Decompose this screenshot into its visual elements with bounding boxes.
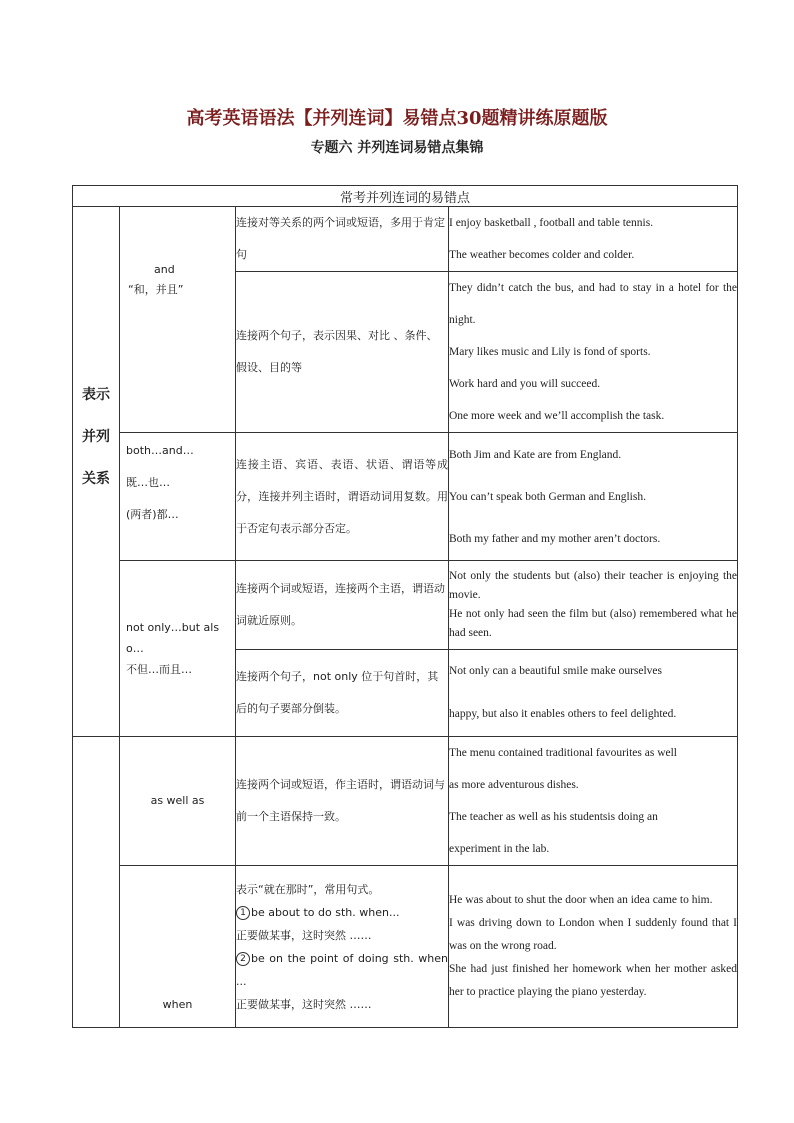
examples-and-2: [449, 272, 738, 433]
example: I was driving down to London when I suddenly found that I was on the wrong road.: [449, 917, 738, 952]
item-line: not only…but als: [126, 621, 220, 634]
category-line: 关系: [82, 470, 110, 487]
desc-text: be about to do sth. when...: [251, 905, 400, 919]
example: Mary likes music and Lily is fond of sports.: [449, 346, 651, 358]
examples-not-only-2: [449, 650, 738, 737]
example: You can’t speak both German and English.: [449, 490, 646, 503]
example: They didn’t catch the bus, and had to stay in a hotel for the night.: [449, 282, 738, 326]
desc-line: [236, 947, 448, 993]
examples-and-1: [449, 207, 738, 272]
item-line: o…: [126, 642, 144, 655]
example: He not only had seen the film but (also) remembered what he had seen.: [449, 608, 738, 639]
example: The menu contained traditional favourites as well: [449, 747, 678, 759]
example: Not only can a beautiful smile make ourselves: [449, 665, 663, 677]
category-line: 并列: [82, 428, 110, 445]
desc-text: be on the point of doing sth. when ...: [236, 951, 448, 988]
desc-both: 连接主语、宾语、表语、状语、谓语等成分，连接并列主语时，谓语动词用复数。用于否定句表示部分否定。: [236, 433, 449, 561]
item-line: (两者)都…: [126, 508, 179, 521]
desc-line: 正要做某事，这时突然 ……: [236, 928, 372, 942]
example: The weather becomes colder and colder.: [449, 249, 635, 261]
item-both: [120, 433, 236, 561]
desc-line: 表示“就在那时”，常用句式。: [236, 882, 380, 896]
desc-not-only-1: 连接两个词或短语，连接两个主语，谓语动词就近原则。: [236, 561, 449, 650]
category-line: 表示: [82, 386, 110, 403]
examples-when: [449, 866, 738, 1028]
desc-line: [236, 901, 448, 924]
item-line: “和，并且”: [128, 282, 184, 296]
example: Work hard and you will succeed.: [449, 378, 601, 390]
example: Not only the students but (also) their teacher is enjoying the movie.: [449, 570, 738, 601]
example: experiment in the lab.: [449, 843, 550, 855]
example: Both my father and my mother aren’t doctors.: [449, 532, 661, 545]
number-circle: 2: [236, 952, 250, 966]
example: The teacher as well as his studentsis doing an: [449, 811, 658, 823]
examples-both: [449, 433, 738, 561]
number-circle: 1: [236, 906, 250, 920]
item-when: when: [120, 866, 236, 1028]
desc-not-only-2: 连接两个句子，not only 位于句首时，其后的句子要部分倒装。: [236, 650, 449, 737]
desc-and-1: 连接对等关系的两个词或短语，多用于肯定句: [236, 207, 449, 272]
item-as-well-as: as well as: [120, 737, 236, 866]
example: She had just finished her homework when her mother asked her to practice playing the piano yesterday.: [449, 963, 738, 998]
desc-line: 正要做某事，这时突然 ……: [236, 997, 372, 1011]
item-not-only: [120, 561, 236, 737]
item-and: [120, 207, 236, 433]
examples-as-well-as: [449, 737, 738, 866]
desc-when: [236, 866, 449, 1028]
category-coordinate: [73, 207, 120, 737]
examples-not-only-1: [449, 561, 738, 650]
category-empty: [73, 737, 120, 1028]
page-title: 高考英语语法【并列连词】易错点30题精讲练原题版: [186, 108, 608, 129]
item-line: 既…也…: [126, 476, 170, 489]
table-header: 常考并列连词的易错点: [73, 186, 738, 207]
example: He was about to shut the door when an idea came to him.: [449, 894, 713, 906]
example: happy, but also it enables others to feel delighted.: [449, 708, 677, 720]
example: I enjoy basketball , football and table tennis.: [449, 217, 654, 229]
item-line: and: [154, 262, 175, 276]
conjunction-table: [72, 185, 738, 1028]
page-subtitle: 专题六 并列连词易错点集锦: [310, 140, 484, 156]
desc-and-2: 连接两个句子，表示因果、对比 、条件、假设、目的等: [236, 272, 449, 433]
item-line: both…and…: [126, 444, 194, 457]
example: as more adventurous dishes.: [449, 779, 579, 791]
example: One more week and we’ll accomplish the task.: [449, 410, 665, 422]
example: Both Jim and Kate are from England.: [449, 448, 622, 461]
item-line: 不但…而且…: [126, 663, 192, 676]
desc-as-well-as: 连接两个词或短语，作主语时，谓语动词与前一个主语保持一致。: [236, 737, 449, 866]
